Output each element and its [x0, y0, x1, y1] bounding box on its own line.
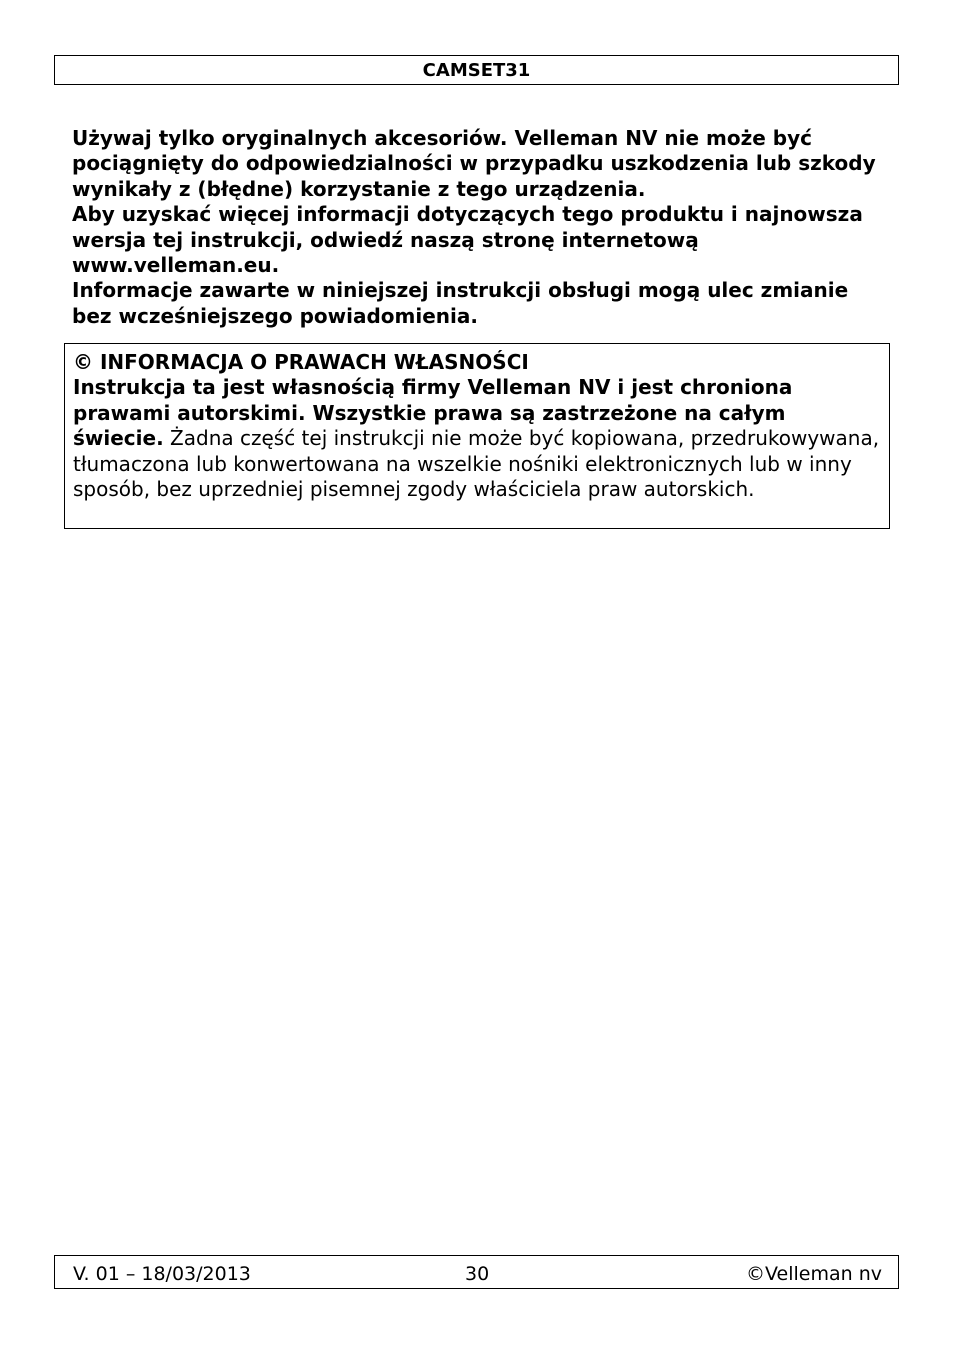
copyright-normal-text: Żadna część tej instrukcji nie może być kopiowana, przedrukowywana, tłumaczona lub konwertowana na wszelkie nośniki elektronicznych lub w inny sposób, bez uprzedniej pisemnej zgody właściciela praw autorskich.: [73, 426, 880, 502]
copyright-title: © INFORMACJA O PRAWACH WŁASNOŚCI: [73, 350, 529, 374]
footer-version: V. 01 – 18/03/2013: [73, 1263, 251, 1285]
copyright-body: [73, 375, 881, 502]
copyright-bold-text: Instrukcja ta jest własnością firmy Velleman NV i jest chroniona prawami autorskimi. Wszystkie prawa są zastrzeżone na całym świecie.: [73, 375, 793, 451]
model-title: CAMSET31: [422, 59, 531, 81]
intro-paragraph-changes: Informacje zawarte w niniejszej instrukcji obsługi mogą ulec zmianie bez wcześniejszego powiadomienia.: [72, 278, 849, 328]
copyright-notice-box: [64, 343, 890, 529]
page-header: [54, 55, 899, 85]
footer-page-number: 30: [465, 1263, 490, 1285]
page-footer: [54, 1255, 899, 1289]
intro-paragraph-accessories: Używaj tylko oryginalnych akcesoriów. Velleman NV nie może być pociągnięty do odpowiedzialności w przypadku uszkodzenia lub szkody wynikały z (błędne) korzystanie z tego urządzenia.: [72, 126, 876, 201]
intro-section: [72, 126, 892, 329]
intro-paragraph-more-info: Aby uzyskać więcej informacji dotyczących tego produktu i najnowsza wersja tej instrukcji, odwiedź naszą stronę internetową www.velleman.eu.: [72, 202, 863, 278]
footer-company: ©Velleman nv: [746, 1263, 882, 1285]
